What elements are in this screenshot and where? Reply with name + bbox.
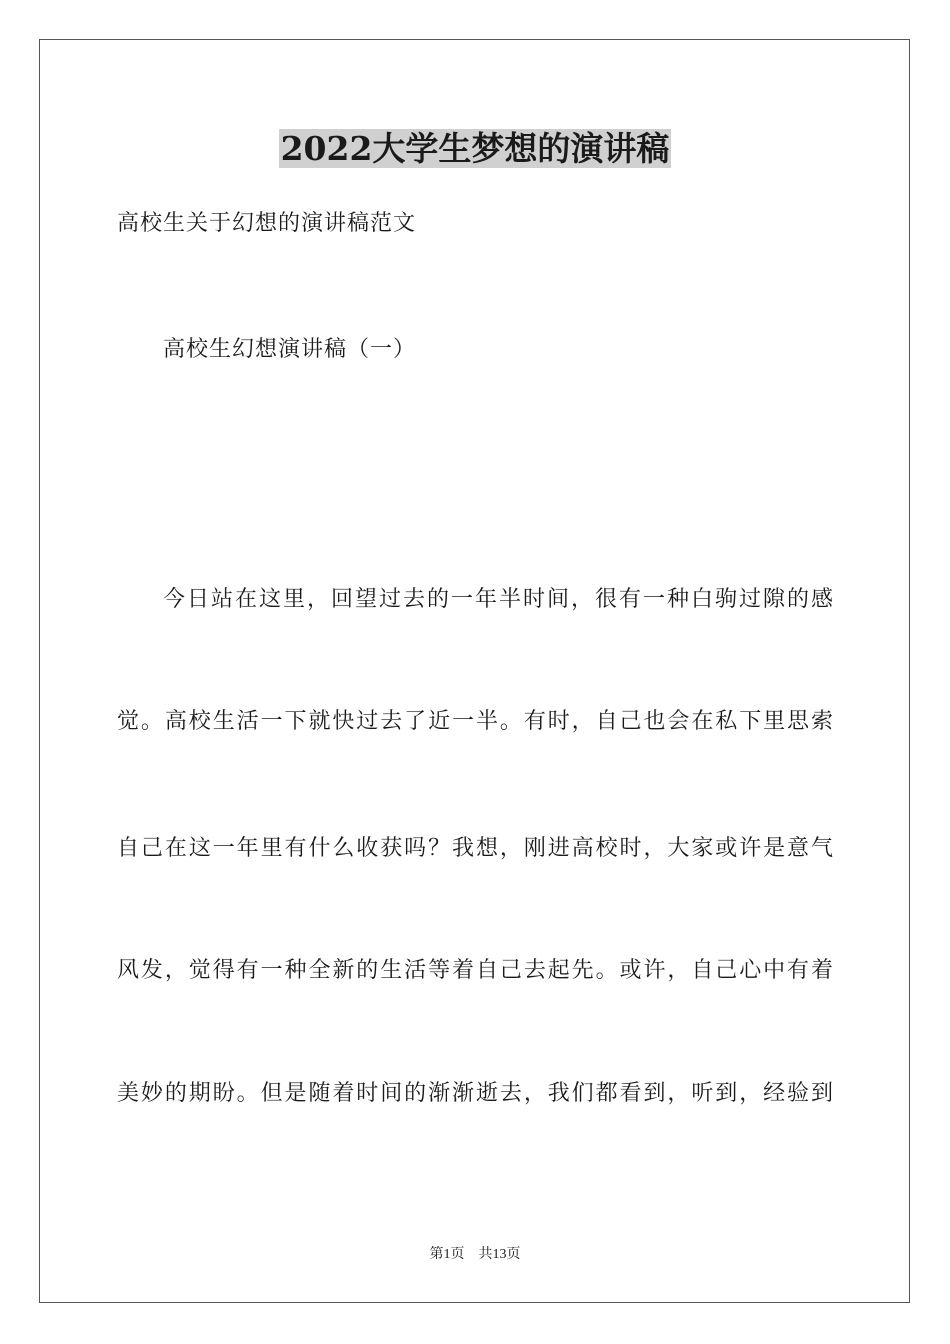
document-subtitle: 高校生关于幻想的演讲稿范文: [117, 211, 417, 236]
body-line-4: 风发，觉得有一种全新的生活等着自己去起先。或许，自己心中有着: [117, 958, 833, 983]
body-line-5: 美妙的期盼。但是随着时间的渐渐逝去，我们都看到，听到，经验到: [117, 1081, 833, 1106]
page-footer: [0, 1245, 950, 1265]
document-title: [0, 124, 950, 174]
body-line-3: 自己在这一年里有什么收获吗？我想，刚进高校时，大家或许是意气: [117, 836, 833, 861]
body-line-2: 觉。高校生活一下就快过去了近一半。有时，自己也会在私下里思索: [117, 709, 833, 734]
page-number-total: 共13页: [478, 1247, 521, 1262]
document-title-text: 2022大学生梦想的演讲稿: [280, 129, 670, 168]
section-heading: 高校生幻想演讲稿（一）: [163, 337, 417, 362]
page-number-current: 第1页: [429, 1247, 465, 1262]
body-line-1: 今日站在这里，回望过去的一年半时间，很有一种白驹过隙的感: [163, 587, 833, 612]
